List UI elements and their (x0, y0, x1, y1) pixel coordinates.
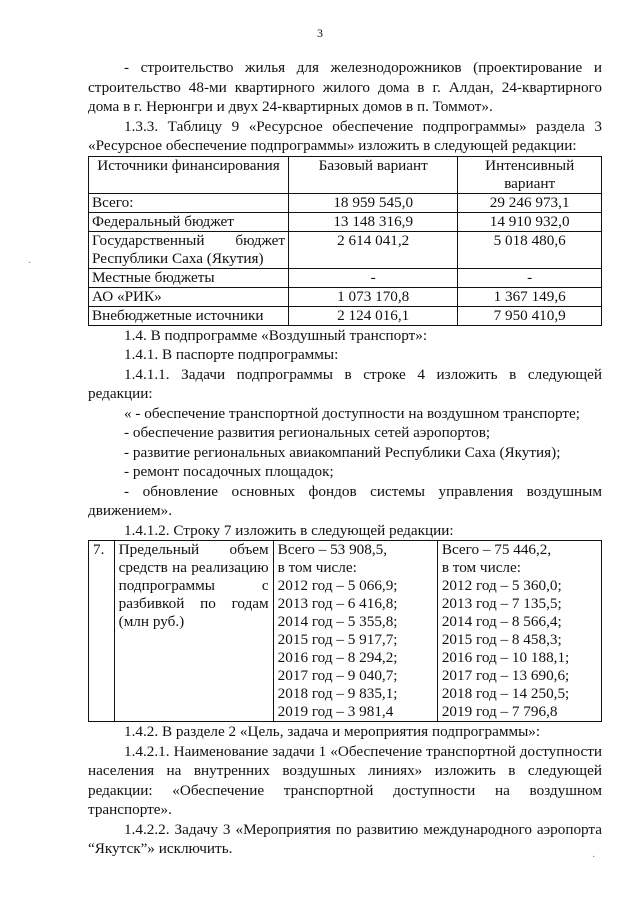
paragraph-1-3-3: 1.3.3. Таблицу 9 «Ресурсное обеспечение подпрограммы» раздела 3 «Ресурсное обеспечение подпрограммы» изложить в следующей редакции: (88, 117, 602, 154)
table-row (89, 541, 602, 722)
table-cell: 13 148 316,9 (289, 212, 458, 231)
table-row (89, 212, 602, 231)
table-row (89, 268, 602, 287)
page-number: 3 (317, 26, 323, 40)
table-row (89, 306, 602, 325)
resource-table (88, 156, 602, 326)
funding-line: 2015 год – 8 458,3; (441, 631, 562, 648)
funding-line: 2012 год – 5 066,9; (277, 577, 398, 594)
paragraph-1-4-2-2: 1.4.2.2. Задачу 3 «Мероприятия по развитию международного аэропорта “Якутск”» исключить. (88, 820, 602, 857)
funding-line: 2015 год – 5 917,7; (277, 631, 398, 648)
table-cell: - (458, 268, 602, 287)
table-cell: 5 018 480,6 (458, 231, 602, 268)
table-header: Интенсивный вариант (458, 156, 602, 193)
intensive-variant-cell (437, 541, 601, 722)
paragraph-1-4: 1.4. В подпрограмме «Воздушный транспорт»: (124, 326, 428, 344)
task-item: - обеспечение развития региональных сетей аэропортов; (124, 424, 491, 441)
paragraph-housing: - строительство жилья для железнодорожников (проектирование и строительство 48-ми квартирного жилого дома в г. Алдан, 24-квартирного дома в г. Нерюнгри и двух 24-квартирных домов в п. Томмот». (88, 59, 602, 115)
table-cell: Федеральный бюджет (89, 212, 289, 231)
funding-line: в том числе: (441, 559, 521, 576)
row-label: Предельный объем средств на реализацию подпрограммы с разбивкой по годам (млн руб.) (114, 541, 273, 722)
margin-dot: · (592, 852, 596, 863)
funding-row-table (88, 540, 602, 722)
table-cell: - (289, 268, 458, 287)
table-cell: 1 073 170,8 (289, 287, 458, 306)
table-cell: АО «РИК» (89, 287, 289, 306)
funding-line: 2017 год – 13 690,6; (441, 667, 570, 684)
table-cell: Местные бюджеты (89, 268, 289, 287)
funding-line: 2014 год – 8 566,4; (441, 613, 562, 630)
task-item: - развитие региональных авиакомпаний Республики Саха (Якутия); (124, 443, 561, 461)
table-row (89, 193, 602, 212)
table-cell: 1 367 149,6 (458, 287, 602, 306)
table-row (89, 231, 602, 268)
table-header: Базовый вариант (289, 156, 458, 193)
funding-line: 2019 год – 7 796,8 (441, 703, 558, 720)
task-item: « - обеспечение транспортной доступности на воздушном транспорте; (124, 404, 580, 422)
table-cell: 18 959 545,0 (289, 193, 458, 212)
row-number: 7. (89, 541, 115, 722)
paragraph-1-4-2: 1.4.2. В разделе 2 «Цель, задача и мероприятия подпрограммы»: (124, 723, 541, 740)
funding-line: 2017 год – 9 040,7; (277, 667, 398, 684)
margin-dot: · (28, 258, 32, 269)
funding-line: 2016 год – 10 188,1; (441, 649, 570, 666)
table-cell: Государственный бюджет Республики Саха (Якутия) (89, 231, 289, 268)
funding-line: Всего – 75 446,2, (441, 541, 552, 558)
table-cell: 2 614 041,2 (289, 231, 458, 268)
funding-line: 2018 год – 14 250,5; (441, 685, 570, 702)
funding-line: Всего – 53 908,5, (277, 541, 388, 558)
funding-line: 2019 год – 3 981,4 (277, 703, 394, 720)
table-cell: 7 950 410,9 (458, 306, 602, 325)
funding-line: 2018 год – 9 835,1; (277, 685, 398, 702)
funding-line: 2013 год – 6 416,8; (277, 595, 398, 612)
funding-line: 2012 год – 5 360,0; (441, 577, 562, 594)
table-cell: Всего: (89, 193, 289, 212)
funding-line: 2016 год – 8 294,2; (277, 649, 398, 666)
task-item: - обновление основных фондов системы управления воздушным движением». (88, 482, 602, 519)
base-variant-cell (273, 541, 437, 722)
task-item: - ремонт посадочных площадок; (124, 463, 334, 480)
table-header-row (89, 156, 602, 193)
table-cell: 2 124 016,1 (289, 306, 458, 325)
paragraph-1-4-1-2: 1.4.1.2. Строку 7 изложить в следующей редакции: (124, 521, 454, 539)
funding-line: 2014 год – 5 355,8; (277, 613, 398, 630)
funding-line: в том числе: (277, 559, 357, 576)
paragraph-1-4-1-1: 1.4.1.1. Задачи подпрограммы в строке 4 изложить в следующей редакции: (88, 365, 602, 402)
table-row (89, 287, 602, 306)
table-cell: Внебюджетные источники (89, 306, 289, 325)
table-cell: 29 246 973,1 (458, 193, 602, 212)
paragraph-1-4-2-1: 1.4.2.1. Наименование задачи 1 «Обеспечение транспортной доступности населения на внутренних воздушных линиях» изложить в следующей редакции: «Обеспечение транспортной доступности на воздушном транспорте». (88, 742, 602, 818)
table-cell: 14 910 932,0 (458, 212, 602, 231)
paragraph-1-4-1: 1.4.1. В паспорте подпрограммы: (124, 346, 339, 363)
funding-line: 2013 год – 7 135,5; (441, 595, 562, 612)
document-body (88, 58, 602, 859)
table-header: Источники финансирования (89, 156, 289, 193)
